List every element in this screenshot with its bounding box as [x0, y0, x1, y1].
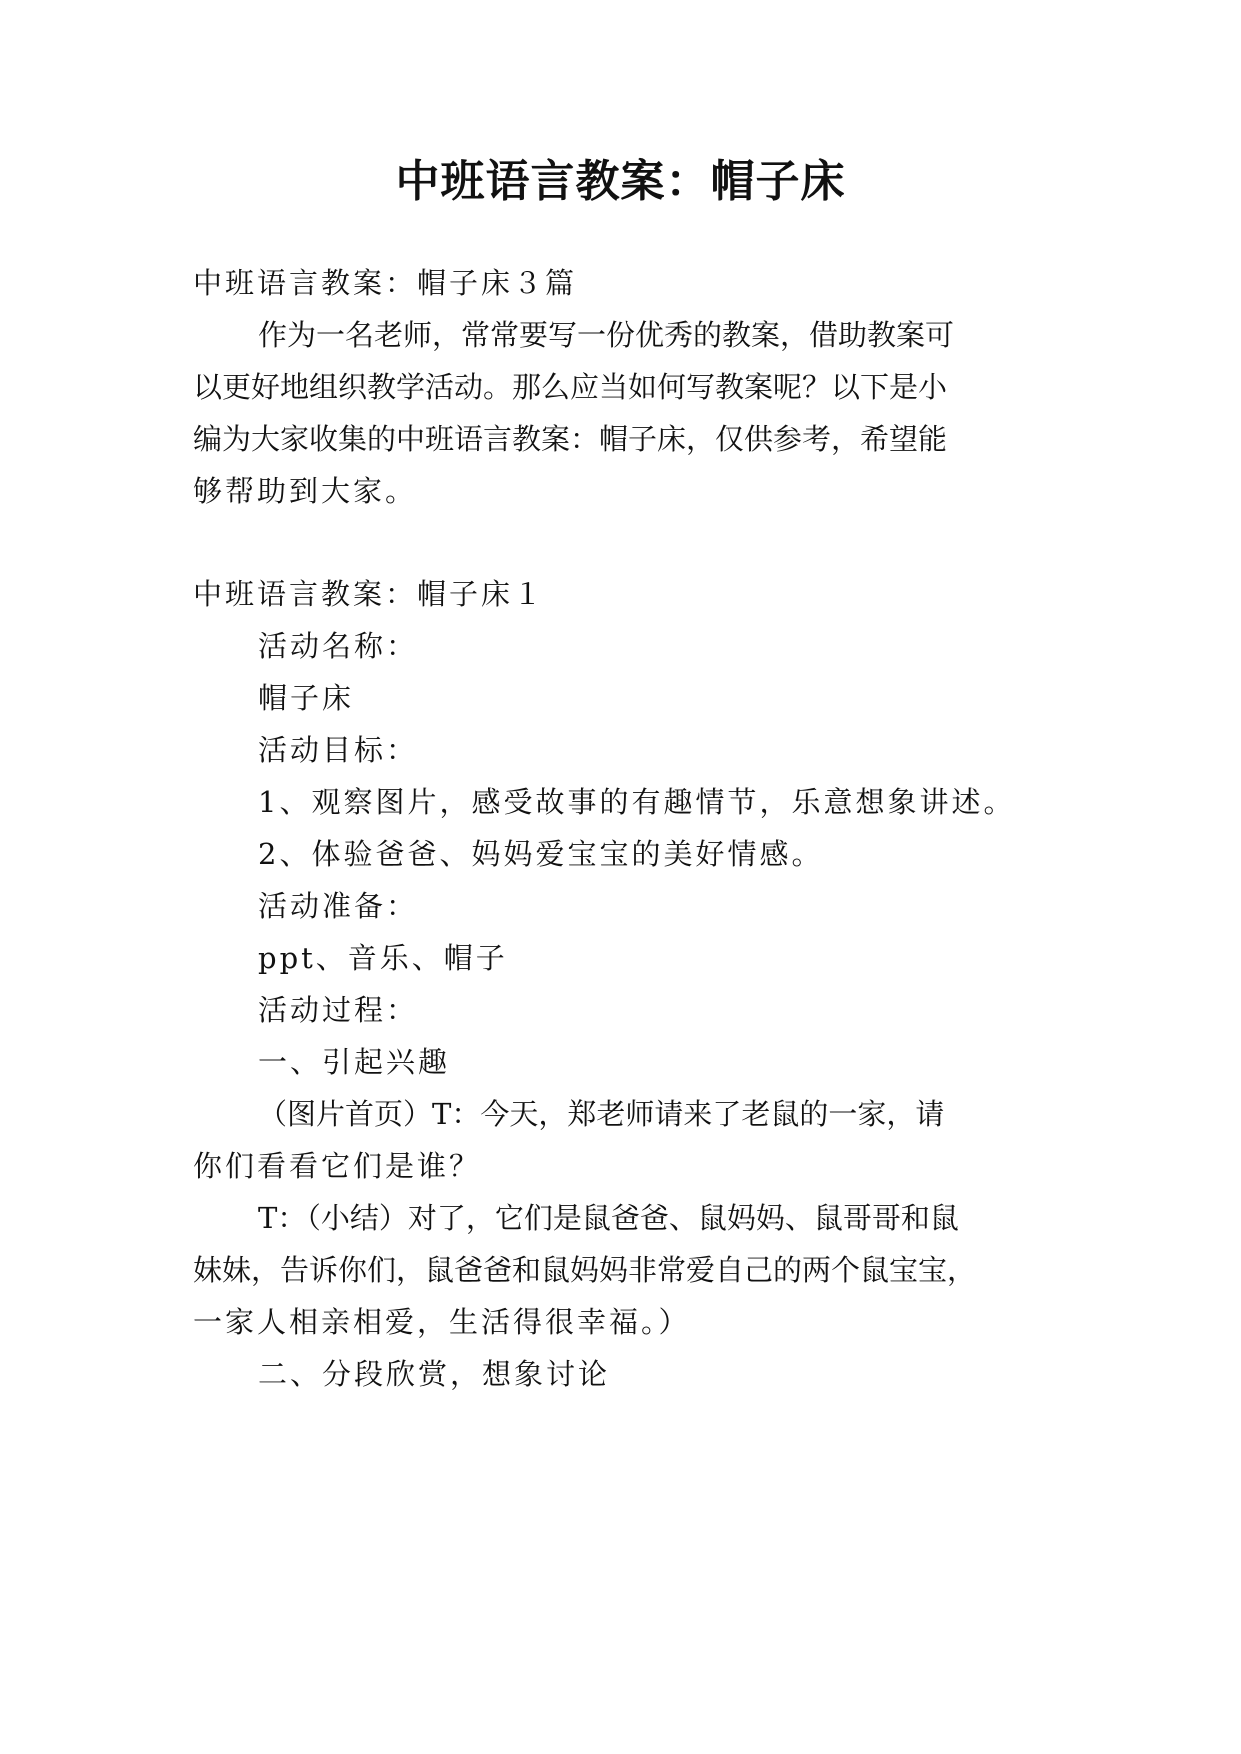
- intro-line-4: 够帮助到大家。: [193, 474, 418, 508]
- process-label: 活动过程：: [258, 993, 419, 1027]
- prep-items: ppt、音乐、帽子: [258, 941, 508, 975]
- intro-line-2: 以更好地组织教学活动。那么应当如何写教案呢？以下是小: [193, 370, 948, 404]
- intro-line-3: 编为大家收集的中班语言教案：帽子床，仅供参考，希望能: [193, 422, 948, 456]
- intro-line-1: 作为一名老师，常常要写一份优秀的教案，借助教案可: [258, 318, 955, 352]
- activity-name-label: 活动名称：: [258, 629, 419, 663]
- step-1-summary-line-1: T：（小结）对了，它们是鼠爸爸、鼠妈妈、鼠哥哥和鼠: [258, 1201, 959, 1235]
- document-title: 中班语言教案：帽子床: [395, 156, 846, 207]
- goal-1: 1、观察图片，感受故事的有趣情节，乐意想象讲述。: [258, 785, 1016, 819]
- step-1-heading: 一、引起兴趣: [258, 1045, 451, 1079]
- activity-name: 帽子床: [258, 681, 355, 715]
- step-1-summary-line-3: 一家人相亲相爱，生活得很幸福。）: [193, 1305, 691, 1339]
- step-1-text-line-1: （图片首页）T：今天，郑老师请来了老鼠的一家，请: [258, 1097, 945, 1131]
- prep-label: 活动准备：: [258, 889, 419, 923]
- section-heading: 中班语言教案：帽子床１: [193, 577, 546, 611]
- goals-label: 活动目标：: [258, 733, 419, 767]
- step-1-summary-line-2: 妹妹，告诉你们，鼠爸爸和鼠妈妈非常爱自己的两个鼠宝宝，: [193, 1253, 977, 1287]
- goal-2: 2、体验爸爸、妈妈爱宝宝的美好情感。: [258, 837, 824, 871]
- step-1-text-line-2: 你们看看它们是谁？: [193, 1149, 482, 1183]
- step-2-heading: 二、分段欣赏，想象讨论: [258, 1357, 611, 1391]
- document-subtitle: 中班语言教案：帽子床３篇: [193, 266, 578, 300]
